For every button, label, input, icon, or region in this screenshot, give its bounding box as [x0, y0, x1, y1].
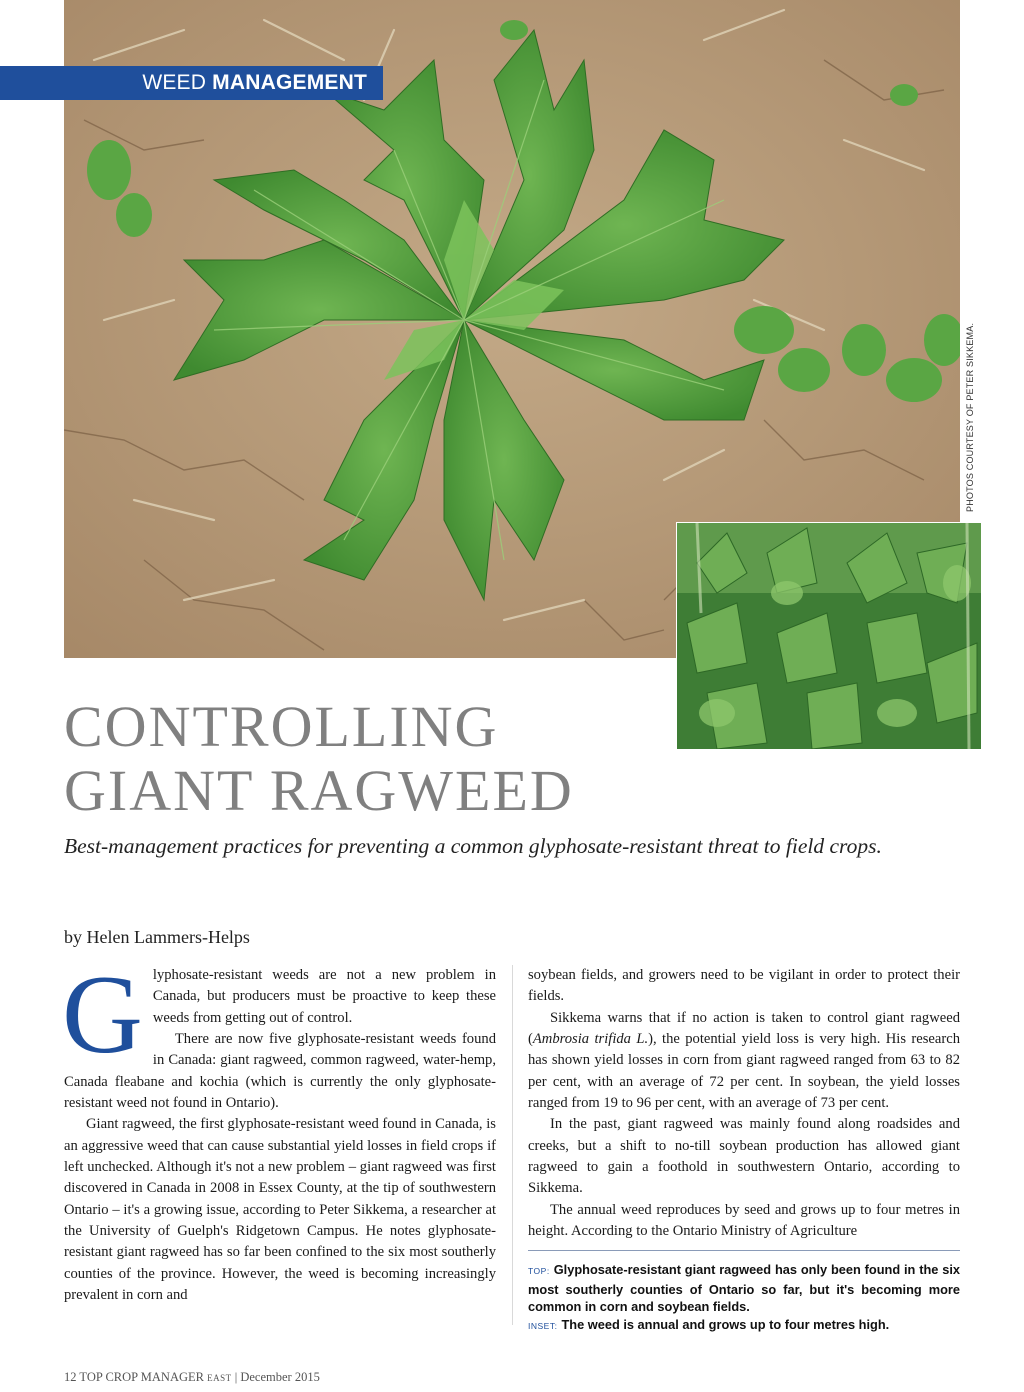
- article-deck: Best-management practices for preventing a common glyphosate-resistant threat to field crops.: [64, 834, 882, 858]
- photo-credit: PHOTOS COURTESY OF PETER SIKKEMA.: [965, 322, 975, 512]
- section-tag-bold: MANAGEMENT: [212, 71, 367, 94]
- article-title: [64, 695, 684, 823]
- body-paragraph: In the past, giant ragweed was mainly found along roadsides and creeks, but a shift to no-till soybean production has allowed giant ragweed to gain a foothold in southwestern Ontario, according to Sikkema.: [528, 1116, 960, 1197]
- column-divider: [512, 965, 513, 1325]
- caption-divider: [528, 1250, 960, 1251]
- body-text: ), the potential yield loss is very high. His research has shown yield losses in corn from giant ragweed ranged from 63 to 82 per cent, with an average of 72 per cent. In soybean, the yield losses ranged from 19 to 96 per cent, with an average of 73 per cent.: [528, 1031, 960, 1112]
- drop-cap: G: [62, 953, 143, 1077]
- body-column-2: [528, 965, 960, 1242]
- body-paragraph: [528, 1008, 960, 1115]
- ragweed-stand-illustration: [677, 523, 981, 749]
- section-tag: [0, 66, 383, 100]
- latin-name: Ambrosia trifida L.: [532, 1031, 649, 1048]
- caption-top-text: Glyphosate-resistant giant ragweed has only been found in the six most southerly counties of Ontario so far, but it's becoming more common in corn and soybean fields.: [528, 1262, 960, 1314]
- body-paragraph: lyphosate-resistant weeds are not a new problem in Canada, but producers must be proactive to keep these weeds from getting out of control.: [152, 967, 496, 1026]
- body-paragraph: There are now five glyphosate-resistant weeds found in Canada: giant ragweed, common ragweed, water-hemp, Canada fleabane and kochia (which is currently the only glyphosate-resistant weed not found in Ontario).: [64, 1031, 496, 1112]
- body-text: Sikkema warns that if no action is taken to control giant ragweed (: [528, 1009, 960, 1048]
- title-line-1: CONTROLLING: [64, 694, 499, 759]
- body-column-1: [62, 953, 496, 1307]
- caption-inset-label: INSET:: [528, 1320, 558, 1331]
- caption-inset-text: The weed is annual and grows up to four metres high.: [561, 1316, 890, 1332]
- magazine-name: TOP CROP MANAGER: [79, 1370, 204, 1384]
- footer-separator: |: [234, 1370, 238, 1384]
- issue-date: December 2015: [240, 1370, 320, 1384]
- title-line-2: GIANT RAGWEED: [64, 758, 574, 823]
- caption-top-label: TOP:: [528, 1266, 550, 1276]
- body-paragraph: The annual weed reproduces by seed and grows up to four metres in height. According to the Ontario Ministry of Agriculture: [528, 1201, 960, 1240]
- photo-caption: [528, 1261, 960, 1335]
- body-paragraph: Giant ragweed, the first glyphosate-resistant weed found in Canada, is an aggressive weed that can cause substantial yield losses in field crops if left unchecked. Although it's not a new problem – giant ragweed was first discovered in Canada in 2008 in Essex County, at the tip of southwestern Ontario – it's a growing issue, according to Peter Sikkema, a researcher at the University of Guelph's Ridgetown Campus. He notes glyphosate-resistant giant ragweed has so far been confined to the six most southerly counties of the province. However, the weed is becoming increasingly prevalent in corn and: [64, 1116, 496, 1304]
- byline: by Helen Lammers-Helps: [64, 927, 250, 947]
- inset-photo: [676, 522, 982, 750]
- page-footer: [64, 1369, 320, 1386]
- section-tag-light: WEED: [142, 71, 207, 94]
- magazine-edition: EAST: [207, 1373, 232, 1383]
- body-paragraph: soybean fields, and growers need to be vigilant in order to protect their fields.: [528, 967, 960, 1005]
- page-number: 12: [64, 1370, 77, 1384]
